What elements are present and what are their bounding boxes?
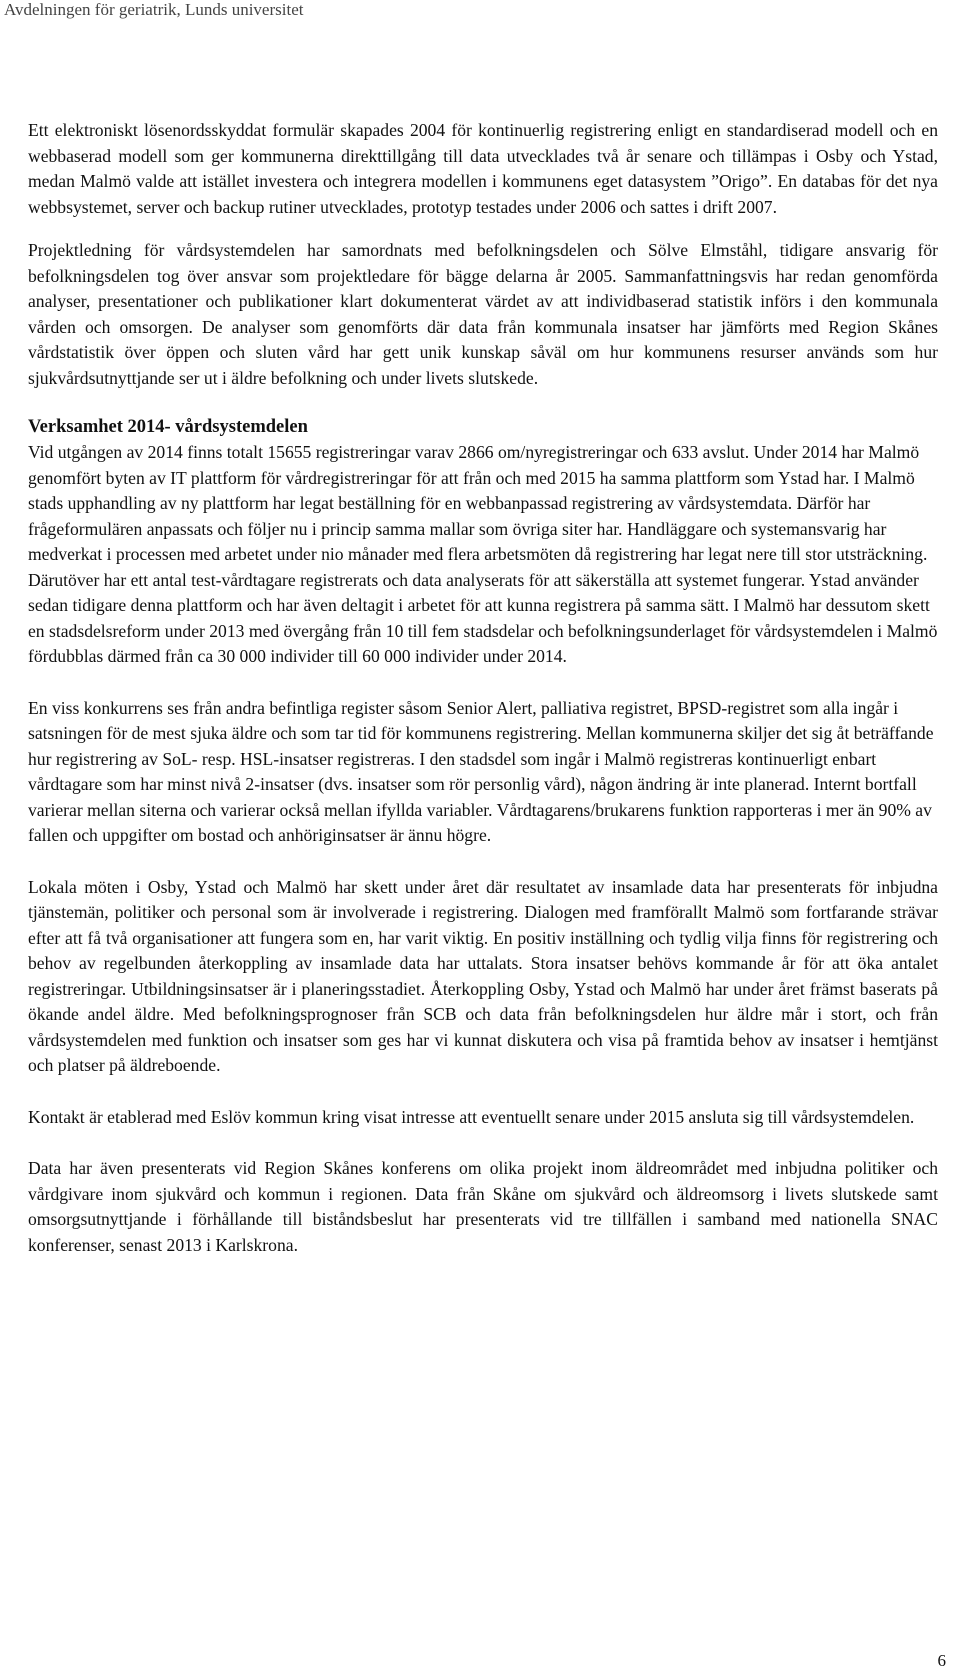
paragraph-activity-2014: Vid utgången av 2014 finns totalt 15655 registreringar varav 2866 om/nyregistreringar och 633 avslut. Under 2014 har Malmö genomfört byten av IT plattform för vårdregistreringar för att från och med 2015 ha samma plattform som Ystad har. I Malmö stads upphandling av ny plattform har legat beställning för en webbanpassad registrering av vårdsystemdata. Därför har frågeformulären anpassats och följer nu i princip samma mallar som övriga siter har. Handläggare och systemansvarig har medverkat i processen med arbetet under nio månader med flera arbetsmöten då registrering har legat nere till stor utsträckning. Därutöver har ett antal test-vårdtagare registrerats och data analyserats för att säkerställa att systemet fungerar. Ystad använder sedan tidigare denna plattform och har även deltagit i arbetet för att kunna registrera på samma sätt. I Malmö har dessutom skett en stadsdelsreform under 2013 med övergång från 10 till fem stadsdelar och befolkningsunderlaget för vårdsystemdelen i Malmö fördubblas därmed från ca 30 000 individer till 60 000 individer under 2014. [28,442,938,666]
section-heading: Verksamhet 2014- vårdsystemdelen [28,417,308,437]
paragraph-project-management: Projektledning för vårdsystemdelen har samordnats med befolkningsdelen och Sölve Elmståhl, tidigare ansvarig för befolkningsdelen tog över ansvar som projektledare för bägge delarna år 2005. Sammanfattningsvis har redan genomförda analyser, presentationer och publikationer klart dokumenterat värdet av att individbaserad statistik införs i den kommunala vården och omsorgen. De analyser som genomförts där data från kommunala insatser har jämförts med Region Skånes vårdstatistik över öppen och sluten vård har gett unik kunskap såväl om hur kommunens resurser används som hur sjukvårdsutnyttjande ser ut i äldre befolkning och under livets slutskede. [28,240,938,388]
paragraph-local-meetings: Lokala möten i Osby, Ystad och Malmö har skett under året där resultatet av insamlade data har presenterats för inbjudna tjänstemän, politiker och personal som är involverade i registrering. Dialogen med framförallt Malmö som fortfarande strävar efter att få två organisationer att fungera som en, har varit viktig. En positiv inställning och tydlig vilja finns för registrering och behov av regelbunden återkoppling av insamlade data har uttalats. Stora insatser behövs kommande år för att öka antalet registreringar. Utbildningsinsatser är i planeringsstadiet. Återkoppling Osby, Ystad och Malmö har under året främst baserats på ökande andel äldre. Med befolkningsprognoser från SCB och data från befolkningsdelen hur äldre mår i stort, och från vårdsystemdelen med funktion och insatser som ges har vi kunnat diskutera och visa på framtida behov av insatser i hemtjänst och platser på äldreboende. [28,876,938,1075]
page-number: 6 [937,1651,946,1670]
running-header: Avdelningen för geriatrik, Lunds universitet [4,0,304,19]
paragraph-web-form: Ett elektroniskt lösenordsskyddat formulär skapades 2004 för kontinuerlig registrering enligt en standardiserad modell och en webbaserad modell som ger kommunerna direkttillgång till data utvecklades två år senare och tillämpas i Osby och Ystad, medan Malmö valde att istället investera och integrera modellen i kommunens eget datasystem ”Origo”. En databas för det nya webbsystemet, server och backup rutiner utvecklades, prototyp testades under 2006 och sattes i drift 2007. [28,120,938,217]
paragraph-competition: En viss konkurrens ses från andra befintliga register såsom Senior Alert, palliativa registret, BPSD-registret som alla ingår i satsningen för de mest sjuka äldre och som tar tid för kommunens registrering. Mellan kommunerna skiljer det sig åt beträffande hur registrering av SoL- resp. HSL-insatser registreras. I den stadsdel som ingår i Malmö registreras kontinuerligt enbart vårdtagare som har minst nivå 2-insatser (dvs. insatser som rör personlig vård), någon ändring är inte planerad. Internt bortfall varierar mellan siterna och varierar också mellan ifyllda variabler. Vårdtagarens/brukarens funktion rapporteras i mer än 90% av fallen och uppgifter om bostad och anhöriginsatser är ännu högre. [28,697,934,845]
paragraph-eslov-contact: Kontakt är etablerad med Eslöv kommun kring visat intresse att eventuellt senare under 2015 ansluta sig till vårdsystemdelen. [28,1106,915,1127]
document-body [28,118,938,1258]
paragraph-presentations: Data har även presenterats vid Region Skånes konferens om olika projekt inom äldreområdet med inbjudna politiker och vårdgivare inom sjukvård och kommun i regionen. Data från Skåne om sjukvård och äldreomsorg i livets slutskede samt omsorgsutnyttjande i förhållande till biståndsbeslut har presenterats vid tre tillfällen i samband med nationella SNAC konferenser, senast 2013 i Karlskrona. [28,1158,938,1255]
